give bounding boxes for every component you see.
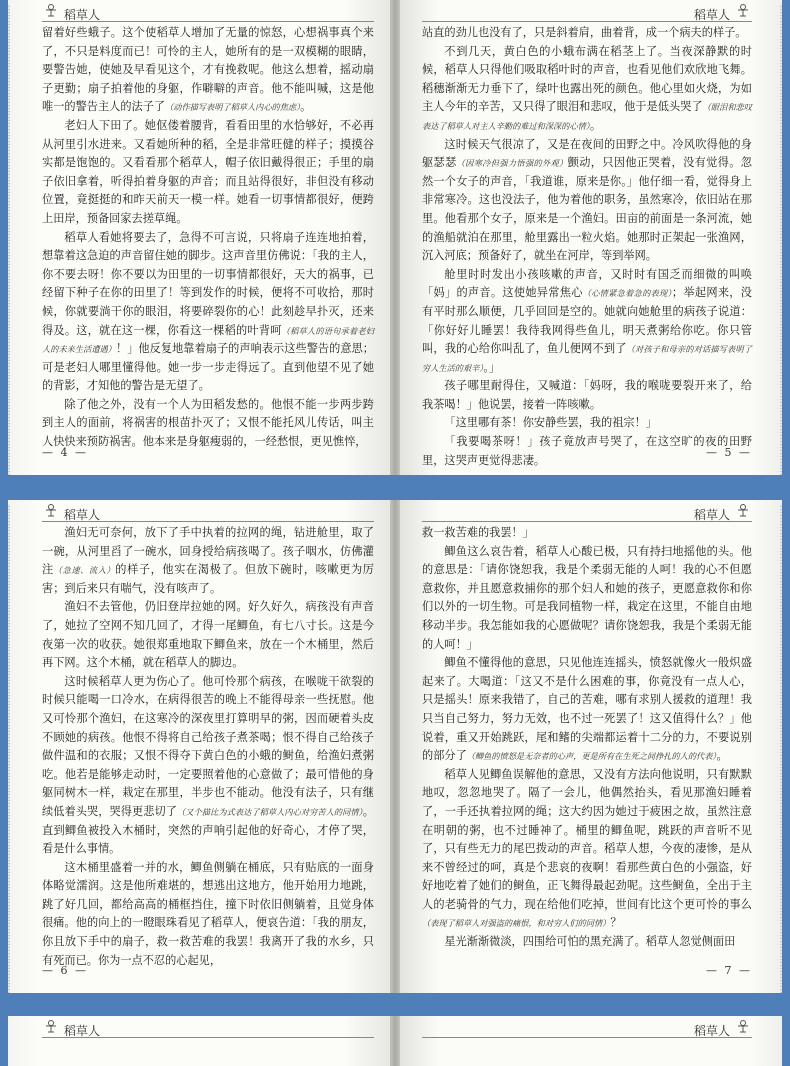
page-edge xyxy=(780,504,782,993)
paragraph xyxy=(422,43,752,136)
scarecrow-logo-icon xyxy=(44,3,58,17)
paragraph-text: 老妇人下田了。她伛偻着腰背，看看田里的水恰够好，不必再从河里引水进来。又看她所种的稻，全是非常旺健的样子；摸摸谷实都是饱饱的。又看看那个稻草人，帽子依旧戴得很正；手里的扇子依旧拿着，听得拍着身躯的声音；而且站得很好，非但没有移动位置，竟挺挺的和昨天前天一模一样。她看一切事情都很好，便跨上田岸，预备回家去搓草绳。 xyxy=(42,118,374,225)
header-rule xyxy=(42,1037,374,1038)
header-rule xyxy=(422,521,752,522)
annotation-note: （因寒冷但强力悟强的外观） xyxy=(456,158,568,169)
paragraph xyxy=(42,229,374,396)
paragraph-text: 舱里时时发出小孩咳嗽的声音，又时时有国乏而细微的叫唤「妈」的声音。这使她异常焦心 xyxy=(422,267,752,300)
page-header xyxy=(42,500,374,524)
paragraph-text: 「这里哪有茶！你安静些罢，我的祖宗！」 xyxy=(444,416,657,430)
paragraph xyxy=(422,524,752,543)
paragraph-text: 。直到鲫鱼被投入木桶时，突然的声响引起他的好奇心，才停了哭，看是什么事情。 xyxy=(42,804,374,856)
paragraph-text: 的样子，他实在渴极了。但放下碗时，咳嗽更为厉害；到后来只有喘气，没有咳声了。 xyxy=(42,563,374,595)
annotation-note: （稻草人的语句承着老妇人的未来生活遭遇） xyxy=(42,325,374,355)
book-spread-middle xyxy=(8,500,782,993)
paragraph-text: 。 xyxy=(716,749,728,763)
scarecrow-logo-icon xyxy=(44,1019,58,1033)
page-left xyxy=(8,500,390,993)
paragraph xyxy=(42,24,374,117)
paragraph-text: ！」他反复地靠着扇子的声响表示这些警告的意思；可是老妇人哪里懂得他。她一步一步走得远了。直到他望不见了她的背影，才知他的警告是无望了。 xyxy=(42,342,374,393)
running-title: 稻草人 xyxy=(64,1024,101,1038)
running-title: 稻草人 xyxy=(693,508,730,522)
paragraph-text: 稻草人见鲫鱼误解他的意思，又没有方法向他说明，只有默默地叹，忽忽地哭了。隔了一会儿，他偶然抬头，看见那渔妇睡着了，一手还执着拉网的绳；这大约因为她过于疲困之故，虽然注意在明朝的粥，也不过睡神了。桶里的鲫鱼呢，跳跃的声音听不见了，只有些无力的尾巴拨动的声音。稻草人想，今夜的凄惨，是从来不曾经过的呵，真是个悲哀的夜啊！看那些黄白色的小强盗，好好地吃着了她们的鲥鱼，正飞舞得最起劲呢。这些鲥鱼，全出于主人的老骑骨的气力，现在给他们吃掉，世间有比这个更可怜的事么 xyxy=(422,767,752,911)
page-body xyxy=(42,524,374,970)
page-edge xyxy=(780,4,782,475)
paragraph xyxy=(422,766,752,933)
annotation-note: （鲫鱼的愤怒是无奈者的心声，更是所有在生死之间挣扎的人的代表） xyxy=(466,751,717,762)
paragraph xyxy=(42,598,374,672)
page-header xyxy=(422,0,752,24)
paragraph-text: 鲫鱼不懂得他的意思，只见他连连摇头，愤怒就像火一般炽盛起来了。大喝道：「这又不是什么困难的事，你竟没有一点人心，只是摇头！原来我错了，自己的苦难，哪有求别人援救的道理！我只当自己努力，努力无效，也不过一死罢了！这又值得什么？」他说着，重又开始跳跃，尾和鳍的尖端都运着十二分的力，不要说别的部分了 xyxy=(422,656,752,763)
paragraph-text: 渔妇无可奈何，放下了手中执着的拉网的绳，钻进舱里，取了一碗，从河里舀了一碗水，回身授给病孩喝了。孩子咽水，仿佛灌注 xyxy=(42,526,374,577)
page-right xyxy=(400,500,782,993)
page-header xyxy=(422,1016,752,1040)
paragraph-text: 鲫鱼这么哀告着，稻草人心酸已极，只有持扫地摇他的头。他的意思是：「请你饶恕我，我是个柔弱无能的人呵！我的心不但愿意救你，并且愿意救捕你的那个妇人和她的孩子，更愿意救你和你们以外的一切生物。可是我同植物一样，栽定在这里，不能自由地移动半步。我怎能如我的心愿做呢？请你饶恕我，我是个柔弱无能的人呵！」 xyxy=(422,544,752,651)
page-number: — 6 — xyxy=(42,964,88,977)
paragraph-text: 这时候稻草人更为伤心了。他可怜那个病孩，在喉咙干欲裂的时候只能喝一口冷水，在病得很苦的晚上不能得母亲一些抚慰。他又可怜那个渔妇，在这寒冷的深夜里打算明早的粥，因而硬着头皮不顾她的病孩。他恨不得将自己给孩子煮茶喝；恨不得自己给孩子做件温和的衣服；又恨不得夺下黄白色的小蛾的鲥鱼，给渔妇煮粥吃。他若是能够走动时，一定要照着他的心意做了；最可惜他的身躯同树木一样，栽定在那里，半步也不能动。他没有法子，只有继续低着头哭，哭得更悲切了 xyxy=(42,674,374,818)
paragraph-text: 除了他之外，没有一个人为田稻发愁的。他恨不能一步两步跨到主人的面前，将祸害的根苗扑灭了；又恨不能托风儿传话，叫主人快快来预防祸害。他本来是身躯瘦弱的，一经愁恨，更见憔悴， xyxy=(42,397,374,449)
running-title: 稻草人 xyxy=(64,8,101,22)
page-number: — 7 — xyxy=(706,964,752,977)
annotation-note: （表现了稻草人对强盗的痛恨，和对穷人们的同情） xyxy=(422,918,611,929)
paragraph xyxy=(42,117,374,229)
book-spread-bottom xyxy=(8,1016,782,1066)
paragraph xyxy=(42,859,374,971)
annotation-note: （急速、流入） xyxy=(53,565,116,576)
paragraph-text: 。 xyxy=(300,100,312,114)
paragraph xyxy=(42,396,374,452)
scarecrow-logo-icon xyxy=(44,503,58,517)
paragraph-text: 留着好些蛾子。这个使稻草人增加了无量的惊怒，心想祸事真个来了，不只是料度而已！可怜的主人，她所有的是一双模糊的眼睛，要警告她，使她及早看见这个，才有挽救呢。他这么想着，摇动扇子更勤；扇子拍着他的身躯，作噼噼的声音。他不能叫喊，这是他唯一的警告主人的法子了 xyxy=(42,26,374,114)
annotation-note: （心情紧急着急的表现） xyxy=(582,288,672,299)
annotation-note: （动作描写表明了稻草人内心的焦虑） xyxy=(165,102,301,113)
annotation-note: （眼泪和悲叹表达了稻草人对主人辛勤的难过和深深的心情） xyxy=(422,102,752,131)
paragraph-text: 。」 xyxy=(483,360,501,374)
running-title: 稻草人 xyxy=(693,8,730,22)
paragraph-text: 孩子哪里耐得住，又喊道：「妈呀，我的喉咙要裂开来了，给我茶喝！」他说罢，接着一阵咳嗽。 xyxy=(422,379,752,411)
page-edge xyxy=(8,4,10,475)
paragraph xyxy=(422,414,752,433)
page-right xyxy=(400,0,782,475)
paragraph-text: 「我要喝茶呀！」孩子竟放声号哭了，在这空旷的夜的田野里，这哭声更觉得悲凄。 xyxy=(422,435,752,467)
annotation-note: （对孩子和母亲的对话描写表明了穷人生活的艰辛） xyxy=(422,344,752,373)
page-header xyxy=(422,500,752,524)
paragraph xyxy=(422,24,752,43)
paragraph-text: 渔妇不去管他，仍旧登岸拉她的网。好久好久，病孩没有声音了，她拉了空网不知几回了，才得一尾鲫鱼，有七八寸长。这是今夜第一次的收获。她很郑重地取下鲫鱼来，放在一个木桶里，然后再下网。这个木桶，就在稻草人的脚边。 xyxy=(42,600,374,670)
page-right xyxy=(400,1016,782,1066)
paragraph-text: 星光渐渐微淡，四围给可怕的黑充满了。稻草人忽觉侧面田 xyxy=(444,935,736,949)
paragraph-text: 稻草人看她将要去了，急得不可言说，只将扇子连连地拍着，想靠着这急迫的声音留住她的脚步。这声音里仿佛说：「我的主人，你不要去呀！你不要以为田里的一切事情都很好，天大的祸事，已经留下种子在你的田里了！等到发作的时候，便将不可收拾，那时候，你就要淌干你的眼泪，将要碎裂你的心！此刻趁早扑灭，还来得及。这，就在这一棵，你看这一棵稻的叶背呵 xyxy=(42,230,374,337)
running-title: 稻草人 xyxy=(693,1024,730,1038)
paragraph xyxy=(422,377,752,414)
page-body xyxy=(422,24,752,470)
annotation-note: （又个描比为式表达了稻草人内心对穷苦人的同情） xyxy=(177,806,363,817)
paragraph-text: 站直的劲儿也没有了，只是斜着肩，曲着背，成一个病夫的样子。 xyxy=(422,26,747,39)
scarecrow-logo-icon xyxy=(736,3,750,17)
page-number: — 4 — xyxy=(42,446,88,459)
page-body xyxy=(42,24,374,452)
paragraph xyxy=(422,136,752,266)
paragraph-text: 。 xyxy=(589,118,602,132)
paragraph xyxy=(42,673,374,859)
paragraph xyxy=(422,266,752,378)
page-header xyxy=(42,1016,374,1040)
paragraph-text: 颤动，只因他正哭着，没有觉得。忽然一个女子的声音，「我道谁，原来是你。」他仔细一看，觉得身上非常寒冷。这也没法子，他为着他的职务，虽然寒冷，依旧站在那里。他看那个女子，原来是一个渔妇。田亩的前面是一条河流，她的渔船就泊在那里，舱里露出一粒火焰。她那时正架起一张渔网，沉入河底；预备好了，就坐在河岸，等到举网。 xyxy=(422,156,752,263)
paragraph-text: ？ xyxy=(610,916,622,930)
header-rule xyxy=(422,1037,752,1038)
page-left xyxy=(8,1016,390,1066)
paragraph xyxy=(422,933,752,952)
paragraph xyxy=(422,543,752,655)
header-rule xyxy=(42,521,374,522)
page-header xyxy=(42,0,374,24)
book-spread-top xyxy=(8,0,782,475)
scarecrow-logo-icon xyxy=(736,503,750,517)
paragraph-text: 不到几天，黄白色的小蛾布满在稻茎上了。当夜深静默的时候，稻草人只得他们吸取稻叶时的声音，也看见他们欢欣地飞舞。稻穗渐渐无力垂下了，绿叶也露出死的颜色。他心里如火烧，为如主人今年的辛苦，又只得了眼泪和悲叹，他于是低头哭了 xyxy=(422,44,752,114)
running-title: 稻草人 xyxy=(64,508,101,522)
header-rule xyxy=(42,21,374,22)
paragraph xyxy=(42,524,374,598)
paragraph xyxy=(422,654,752,766)
paragraph-text: 救一救苦难的我罢！」 xyxy=(422,526,534,539)
paragraph xyxy=(422,433,752,470)
page-left xyxy=(8,0,390,475)
paragraph-text: 这木桶里盛着一并的水，鲫鱼侧躺在桶底，只有贴底的一面身体略觉濡润。这是他所难堪的，想逃出这地方，他开始用力地跳，跳了好几回，都给高高的桶框挡住，撞下时依旧侧躺着，且觉身体很痛。他的向上的一瞪眼珠看见了稻草人，便哀告道：「我的朋友，你且放下手中的扇子，救一救苦难的我罢！我离开了我的水乡，只有死而已。你为一点不忍的心起见， xyxy=(42,860,374,967)
scarecrow-logo-icon xyxy=(736,1019,750,1033)
paragraph-text: 这时候天气很凉了，又是在夜间的田野之中。冷风吹得他的身躯瑟瑟 xyxy=(422,137,752,170)
paragraph-text: ；举起网来，没有平时那么顺便，几乎回回是空的。她就向她舱里的病孩子说道：「你好好儿睡罢！我待我网得些鱼儿，明天煮粥给你吃。你只管叫，我的心给你叫乱了，鱼儿便网不到了 xyxy=(422,286,752,356)
header-rule xyxy=(422,21,752,22)
page-edge xyxy=(8,504,10,993)
page-number: — 5 — xyxy=(706,446,752,459)
page-body xyxy=(422,524,752,952)
